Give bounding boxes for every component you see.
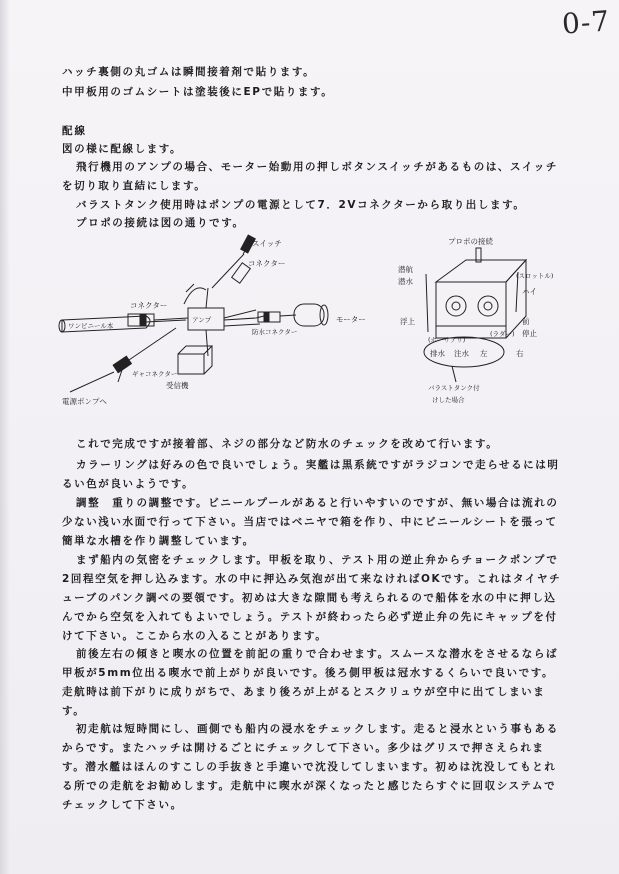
body-paragraph-3: 調整 重りの調整です。ビニールプールがあると行いやすいのですが、無い場合は流れの少ない浅い水面で行って下さい。当店ではベニヤで箱を作り、中にビニールシートを張って簡単な水槽を作り調整しています。 <box>62 497 559 547</box>
label-stop: 停止 <box>522 329 537 338</box>
label-vinyl-hose: ワンビニール本 <box>68 322 114 330</box>
label-high: ハイ <box>522 287 537 296</box>
label-right: 右 <box>516 349 524 358</box>
label-connector-left: コネクター <box>130 301 168 310</box>
label-left: 左 <box>480 349 488 358</box>
body-paragraph-2: カラーリングは好みの色で良いでしょう。実艦は黒系統ですがラジコンで走らせるには明るい色が良いようです。 <box>62 459 560 490</box>
label-drain: 排水 <box>430 349 445 358</box>
label-throttle: (スロットル) <box>516 272 554 280</box>
wiring-paragraph-2: 飛行機用のアンプの場合、モーター始動用の押しボタンスイッチがあるものは、スイッチを切り取り直結にします。 <box>62 161 559 192</box>
body-paragraph-1: これで完成ですが接着部、ネジの部分など防水のチェックを改めて行います。 <box>76 438 499 450</box>
label-antiwater-connector: 防水コネクター <box>252 328 298 336</box>
wire-main <box>146 320 186 322</box>
label-bat-connector: ギャコネクター <box>132 370 178 378</box>
label-motor: モーター <box>336 315 366 324</box>
wiring-heading: 配線 <box>62 125 87 137</box>
body-paragraph-4: まず船内の気密をチェックします。甲板を取り、テスト用の逆止弁からチョークポンプで2回程空気を押し込みます。水の中に押込み気泡が出て来なければOKです。これはタイヤチューブのパンク調べの要領です。初めは大きな隙間も考えられるので船体を水の中に押し込んでから空気を入れてもよいでしょう。テストが終わったら必ず逆止弁の先にキャップを付けて下さい。ここから水の入ることがあります。 <box>62 554 562 642</box>
ballast-note-line-1: バラストタンク付 <box>428 384 480 392</box>
propo-title: プロポの接続 <box>448 237 493 246</box>
body-paragraph-6: 初走航は短時間にし、画側でも船内の浸水をチェックします。走ると浸水という事もあるからです。またハッチは開けるごとにチェックして下さい。多少はグリスで押さえられます。潜水艦はほんのすこしの手抜きと手違いで沈没してしまいます。初めは沈没してもとれる所での走航をお勧めします。走航中に喫水が深くなったと感じたらすぐに回収システムでチェックして下さい。 <box>62 723 559 811</box>
label-switch: スイッチ <box>252 239 282 248</box>
label-receiver: 受信機 <box>166 381 189 390</box>
wiring-paragraph-4: プロポの接続は図の通りです。 <box>76 217 245 229</box>
label-connector-top: コネクター <box>248 259 286 268</box>
label-submerge: 潜水 <box>398 277 413 286</box>
left-stick <box>446 296 466 316</box>
label-forward: 前 <box>522 317 530 326</box>
body-paragraph-5: 前後左右の傾きと喫水の位置を前記の重りで合わせます。スムースな潜水をさせるならば甲板が5mm位出る喫水で前上がりが良いです。後ろ側甲板は冠水するくらいで良いです。走航時は前下がりに成りがちで、あまり後ろが上がるとスクリュウが空中に出てしまいます。 <box>62 648 559 717</box>
ballast-note-line-2: けした場合 <box>432 396 465 404</box>
page-number: 0-7 <box>560 4 612 41</box>
label-surface: 浮上 <box>400 317 415 326</box>
wiring-paragraph-3: バラストタンク使用時はポンプの電源として7．2Vコネクターから取り出します。 <box>76 199 526 211</box>
label-aileron: (ホーリアリ) <box>428 336 466 344</box>
label-amp: アンプ <box>192 316 212 324</box>
intro-line-1: ハッチ裏側の丸ゴムは瞬間接着剤で貼ります。 <box>62 66 316 78</box>
wiring-paragraph-1: 図の様に配線します。 <box>62 143 183 155</box>
label-rudder: (ラダー) <box>490 330 515 338</box>
intro-line-2: 中甲板用のゴムシートは塗装後にEPで貼ります。 <box>62 86 334 98</box>
label-fill: 注水 <box>454 349 469 358</box>
scan-edge-shadow <box>0 0 10 874</box>
right-stick <box>478 296 498 316</box>
propo-body <box>436 260 526 282</box>
label-to-ballast: 電源ポンプへ <box>62 397 107 406</box>
label-dive: 潜航 <box>398 265 413 274</box>
receiver-box <box>178 354 204 374</box>
wiring-diagram-figure <box>56 232 556 422</box>
wiring-labels <box>62 239 366 406</box>
